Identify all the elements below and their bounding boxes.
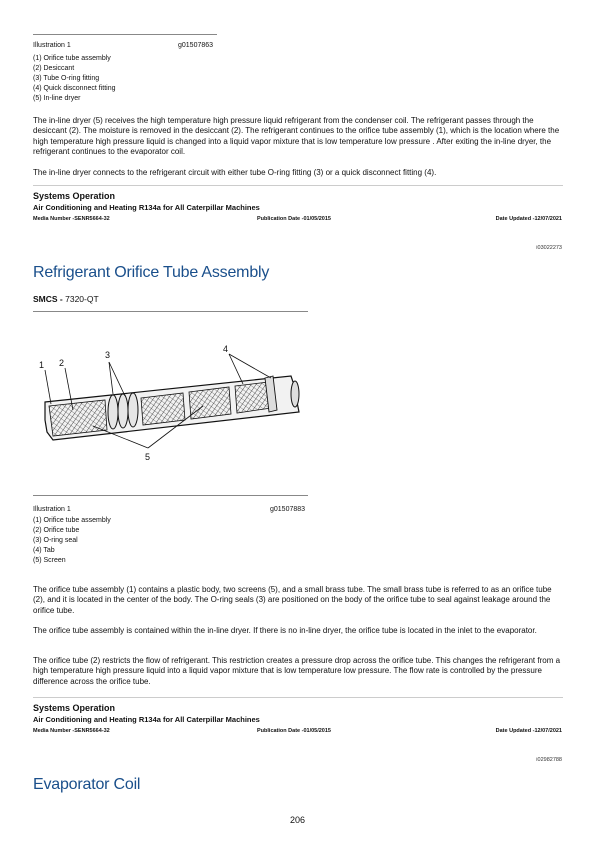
legend-item: (5) In-line dryer bbox=[33, 95, 81, 102]
illustration-legend bbox=[33, 516, 111, 566]
orifice-paragraph-3: The orifice tube (2) restricts the flow of refrigerant. This restriction creates a pressure drop across the orifice tube. This changes the refrigerant from a high temperature high pressure liquid into a liquid vapor mixture that is low temperature low pressure. The flow rate is controlled by the pressure difference across the orifice tube. bbox=[33, 656, 561, 686]
section-title: Evaporator Coil bbox=[33, 776, 141, 793]
footer-publication-date: Publication Date -01/05/2015 bbox=[257, 728, 331, 734]
legend-item: (4) Quick disconnect fitting bbox=[33, 85, 116, 92]
smcs-line bbox=[33, 294, 99, 304]
legend-item: (4) Tab bbox=[33, 547, 55, 554]
smcs-rule bbox=[33, 311, 308, 312]
footer-publication-date: Publication Date -01/05/2015 bbox=[257, 216, 331, 222]
doc-id: i02982788 bbox=[536, 757, 562, 763]
footer-date-updated: Date Updated -12/07/2021 bbox=[495, 728, 562, 734]
illustration-top-legend bbox=[33, 54, 115, 104]
orifice-tube-body bbox=[45, 376, 299, 440]
dryer-paragraph-2: The in-line dryer connects to the refrigerant circuit with either tube O-ring fitting (3) or a quick disconnect fitting (4). bbox=[33, 168, 437, 177]
footer-section: Systems Operation bbox=[33, 703, 116, 713]
illustration-rule bbox=[33, 495, 308, 496]
footer-date-updated: Date Updated -12/07/2021 bbox=[495, 216, 562, 222]
callout-5: 5 bbox=[145, 452, 151, 462]
footer-rule bbox=[33, 185, 563, 186]
section-title: Refrigerant Orifice Tube Assembly bbox=[33, 264, 270, 281]
footer-title: Air Conditioning and Heating R134a for All Caterpillar Machines bbox=[33, 715, 260, 724]
footer-media-number: Media Number -SENR5664-32 bbox=[33, 216, 110, 222]
legend-item: (1) Orifice tube assembly bbox=[33, 517, 111, 524]
illustration-code: g01507883 bbox=[270, 506, 306, 513]
callout-4: 4 bbox=[223, 344, 229, 354]
legend-item: (2) Orifice tube bbox=[33, 527, 80, 534]
dryer-paragraph-1: The in-line dryer (5) receives the high temperature high pressure liquid refrigerant from the condenser coil. The refrigerant passes through the desiccant (2). The moisture is removed in the desiccant (2). The refrigerant continues to the orifice tube assembly (1), which is the location where the high temperature high pressure liquid is changed into a liquid vapor mixture that is low temperature low pressure . After exiting the in-line dryer, the refrigerant continues to the evaporator coil. bbox=[33, 116, 560, 156]
legend-item: (1) Orifice tube assembly bbox=[33, 55, 111, 62]
legend-item: (3) O-ring seal bbox=[33, 537, 78, 544]
illustration-label: Illustration 1 bbox=[33, 506, 71, 513]
orifice-paragraph-2: The orifice tube assembly is contained within the in-line dryer. If there is no in-line dryer, the orifice tube is located in the inlet to the evaporator. bbox=[33, 626, 537, 635]
footer-title: Air Conditioning and Heating R134a for All Caterpillar Machines bbox=[33, 203, 260, 212]
legend-item: (5) Screen bbox=[33, 557, 66, 564]
footer-media-number: Media Number -SENR5664-32 bbox=[33, 728, 110, 734]
legend-item: (3) Tube O-ring fitting bbox=[33, 75, 100, 82]
orifice-tube-drawing bbox=[33, 340, 308, 470]
page-number: 206 bbox=[289, 815, 306, 825]
illustration-top-label: Illustration 1 bbox=[33, 42, 71, 49]
callout-3: 3 bbox=[105, 350, 111, 360]
callout-1: 1 bbox=[39, 360, 45, 370]
smcs-label: SMCS - bbox=[33, 294, 63, 304]
footer-section: Systems Operation bbox=[33, 191, 116, 201]
smcs-code: 7320-QT bbox=[65, 294, 99, 304]
doc-id: i03022273 bbox=[536, 245, 562, 251]
legend-item: (2) Desiccant bbox=[33, 65, 75, 72]
footer-rule bbox=[33, 697, 563, 698]
callout-2: 2 bbox=[59, 358, 65, 368]
illustration-top-code: g01507863 bbox=[178, 42, 214, 49]
orifice-paragraph-1: The orifice tube assembly (1) contains a plastic body, two screens (5), and a small brass tube. The small brass tube is referred to as an orifice tube (2), and it is located in the center of the body. The O-ring seals (3) are positioned on the body of the orifice tube to seal against leakage around the orifice tube. bbox=[33, 585, 552, 615]
illustration-top-rule bbox=[33, 34, 217, 35]
